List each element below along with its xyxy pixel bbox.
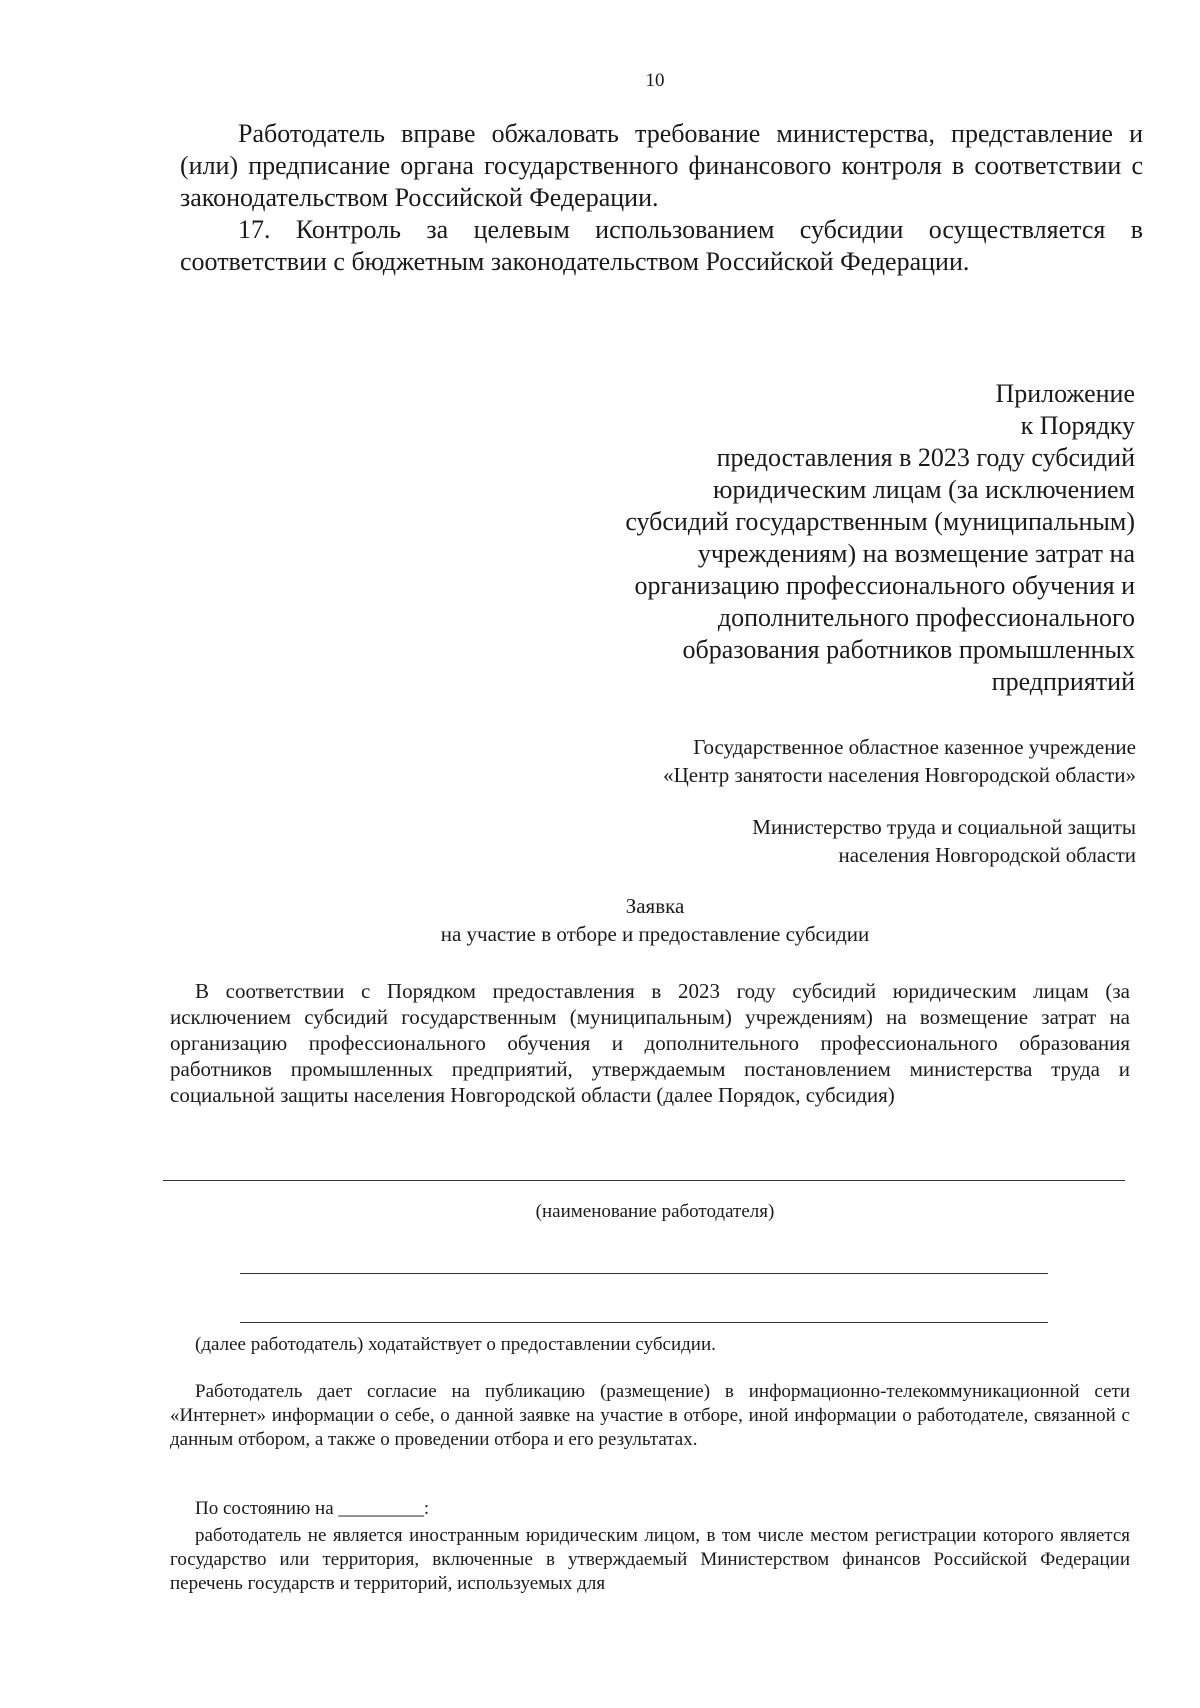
recipient-line: населения Новгородской области [838,843,1136,867]
consent-paragraph: Работодатель дает согласие на публикацию (размещение) в информационно-телекоммуникационной сети «Интернет» информации о себе, о данной заявке на участие в отборе, иной информации о работодателе, связанной с данным отбором, а также о проведении отбора и его результатах. [170,1381,1130,1450]
appendix-line: юридическим лицам (за исключением [713,475,1135,504]
recipient-line: Государственное областное казенное учреждение [693,735,1136,759]
state-as-of-text: По состоянию на _________: [195,1498,430,1519]
blank-line [240,1322,1048,1323]
page-number: 10 [645,70,665,91]
recipient-line: «Центр занятости населения Новгородской области» [663,763,1136,787]
appendix-line: организацию профессионального обучения и [634,571,1135,600]
appendix-line: субсидий государственным (муниципальным) [625,507,1135,536]
consent-block [170,1380,1130,1452]
appendix-line: к Порядку [1020,411,1135,440]
appendix-line: дополнительного профессионального [717,603,1135,632]
employer-name-line [163,1180,1125,1181]
recipient-line: Министерство труда и социальной защиты [752,815,1136,839]
recipient-ministry [752,813,1136,869]
top-paragraphs [180,118,1143,278]
application-subtitle: на участие в отборе и предоставление субсидии [440,922,870,946]
appendix-line: предприятий [991,667,1135,696]
application-title: Заявка [625,894,685,918]
employer-name-caption: (наименование работодателя) [535,1201,775,1222]
after-applicant-text: (далее работодатель) ходатайствует о предоставлении субсидии. [195,1334,716,1355]
not-foreign-paragraph: работодатель не является иностранным юридическим лицом, в том числе местом регистрации которого является государство или территория, включенные в утверждаемый Министерством финансов Российской Федерации перечень государств и территорий, используемых для [170,1525,1130,1594]
intro-paragraph: В соответствии с Порядком предоставления в 2023 году субсидий юридическим лицам (за исключением субсидий государственным (муниципальным) учреждениям) на возмещение затрат на организацию профессионального обучения и дополнительного профессионального образования работников промышленных предприятий, утверждаемым постановлением министерства труда и социальной защиты населения Новгородской области (далее Порядок, субсидия) [170,979,1130,1107]
recipient-employment-center [663,733,1136,789]
state-as-of-block [195,1497,1115,1521]
intro-block [170,978,1130,1108]
appeal-paragraph: Работодатель вправе обжаловать требование министерства, представление и (или) предписание органа государственного финансового контроля в соответствии с законодательством Российской Федерации. [180,119,1143,212]
appendix-header [515,378,1135,698]
appendix-line: Приложение [995,379,1135,408]
appendix-line: предоставления в 2023 году субсидий [716,443,1135,472]
blank-line [240,1273,1048,1274]
not-foreign-block [170,1524,1130,1596]
control-paragraph: 17. Контроль за целевым использованием субсидии осуществляется в соответствии с бюджетным законодательством Российской Федерации. [180,215,1143,276]
after-applicant-block [195,1333,1115,1357]
appendix-line: образования работников промышленных [682,635,1135,664]
appendix-line: учреждениям) на возмещение затрат на [697,539,1135,568]
